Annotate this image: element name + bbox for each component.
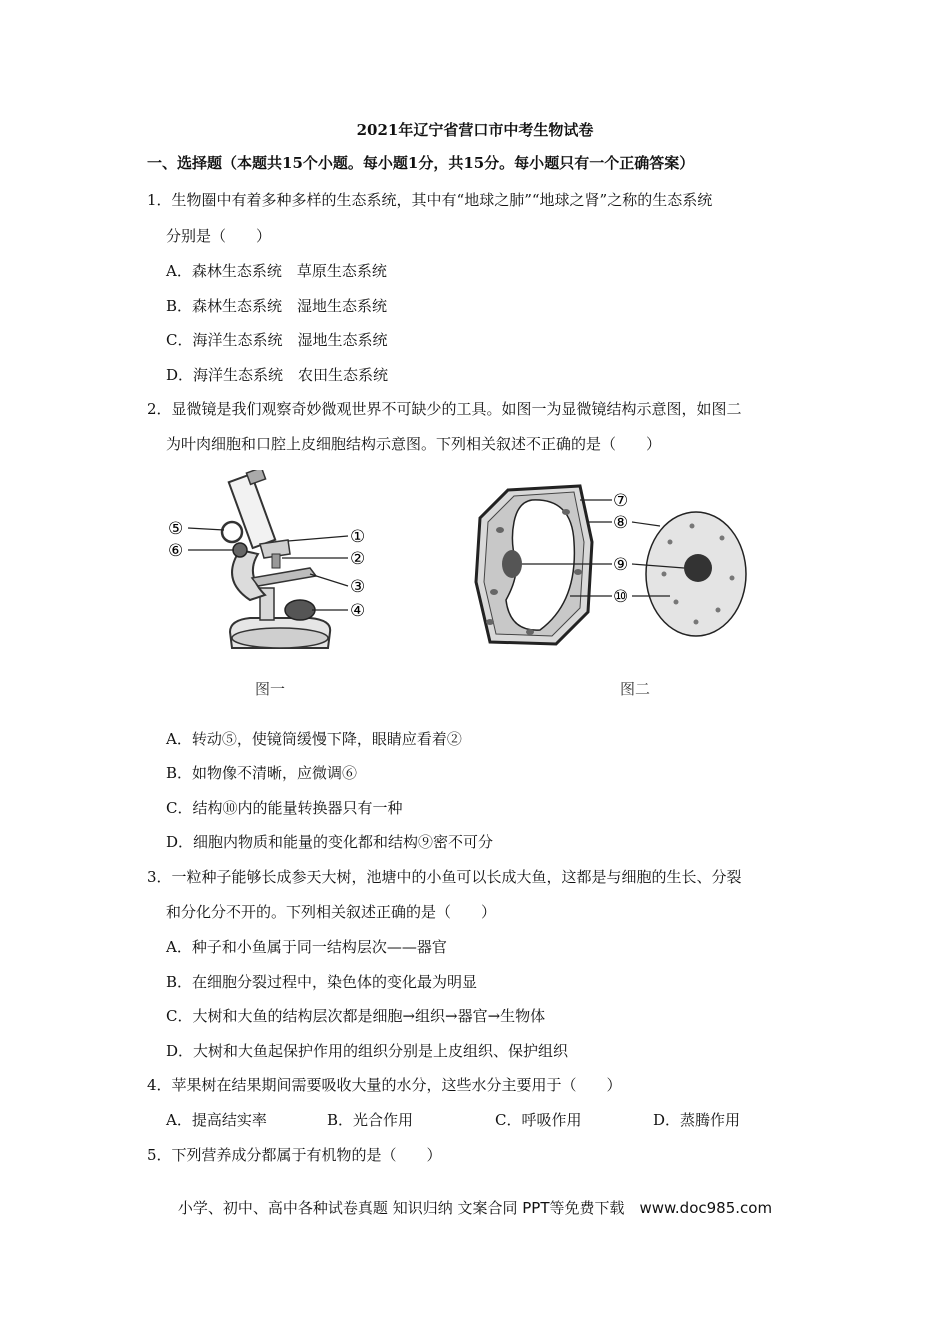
q5-stem: 5．下列营养成分都属于有机物的是（ ） (147, 1146, 442, 1164)
q3-option-c: C．大树和大鱼的结构层次都是细胞→组织→器官→生物体 (166, 1007, 546, 1025)
q1-stem-line2: 分别是（ ） (166, 227, 272, 245)
q3-option-a: A．种子和小鱼属于同一结构层次——器官 (166, 938, 447, 956)
q2-option-c: C．结构⑩内的能量转换器只有一种 (166, 799, 403, 817)
label-2: ② (350, 549, 366, 569)
q2-stem-line2: 为叶肉细胞和口腔上皮细胞结构示意图。下列相关叙述不正确的是（ ） (166, 435, 662, 453)
q2-option-b: B．如物像不清晰，应微调⑥ (166, 764, 358, 782)
cells-drawing (470, 482, 760, 662)
label-4: ④ (350, 601, 366, 621)
label-5: ⑤ (168, 519, 184, 539)
q1-option-c: C．海洋生态系统 湿地生态系统 (166, 331, 388, 349)
section-heading: 一、选择题（本题共15个小题。每小题1分，共15分。每小题只有一个正确答案） (147, 154, 695, 172)
q3-stem-line2: 和分化分不开的。下列相关叙述正确的是（ ） (166, 903, 497, 921)
q2-stem-line1: 2．显微镜是我们观察奇妙微观世界不可缺少的工具。如图一为显微镜结构示意图，如图二 (147, 400, 742, 418)
footer-link[interactable]: 小学、初中、高中各种试卷真题 知识归纳 文案合同 PPT等免费下载 www.doc985.com (177, 1199, 773, 1217)
label-3: ③ (350, 577, 366, 597)
q1-stem-line1: 1．生物圈中有着多种多样的生态系统，其中有“地球之肺”“地球之肾”之称的生态系统 (147, 191, 713, 209)
q4-option-d: D．蒸腾作用 (653, 1111, 741, 1129)
q4-option-b: B．光合作用 (327, 1111, 414, 1129)
q3-option-b: B．在细胞分裂过程中，染色体的变化最为明显 (166, 973, 478, 991)
q1-option-a: A．森林生态系统 草原生态系统 (166, 262, 387, 280)
cells-figure (470, 482, 760, 662)
microscope-figure (160, 470, 410, 670)
label-7: ⑦ (613, 491, 629, 511)
q3-stem-line1: 3．一粒种子能够长成参天大树，池塘中的小鱼可以长成大鱼，这都是与细胞的生长、分裂 (147, 868, 742, 886)
q1-option-d: D．海洋生态系统 农田生态系统 (166, 366, 389, 384)
q2-option-d: D．细胞内物质和能量的变化都和结构⑨密不可分 (166, 833, 494, 851)
label-10: ⑩ (613, 587, 629, 607)
q3-option-d: D．大树和大鱼起保护作用的组织分别是上皮组织、保护组织 (166, 1042, 569, 1060)
q1-option-b: B．森林生态系统 湿地生态系统 (166, 297, 388, 315)
label-8: ⑧ (613, 513, 629, 533)
page-title: 2021年辽宁省营口市中考生物试卷 (356, 121, 594, 139)
q4-option-c: C．呼吸作用 (495, 1111, 582, 1129)
label-9: ⑨ (613, 555, 629, 575)
label-1: ① (350, 527, 366, 547)
q2-option-a: A．转动⑤，使镜筒缓慢下降，眼睛应看着② (166, 730, 462, 748)
figure-2-caption: 图二 (620, 680, 651, 698)
q4-option-a: A．提高结实率 (166, 1111, 267, 1129)
label-6: ⑥ (168, 541, 184, 561)
q4-stem: 4．苹果树在结果期间需要吸收大量的水分，这些水分主要用于（ ） (147, 1076, 622, 1094)
microscope-drawing (160, 470, 410, 670)
figure-1-caption: 图一 (255, 680, 286, 698)
